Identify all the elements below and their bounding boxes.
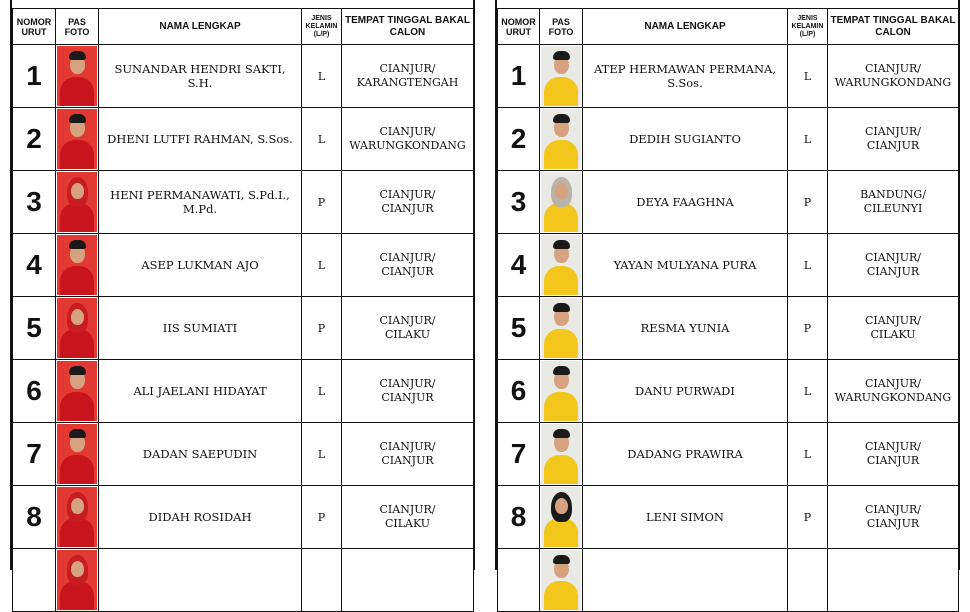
candidate-photo [541, 109, 581, 169]
nomor-urut: 5 [13, 297, 56, 360]
nomor-urut: 2 [13, 108, 56, 171]
candidate-residence: CIANJUR/ CILAKU [342, 297, 474, 360]
candidate-residence: CIANJUR/ CIANJUR [828, 423, 959, 486]
nomor-urut: 7 [13, 423, 56, 486]
nomor-urut: 6 [498, 360, 540, 423]
header-tempat-tinggal: TEMPAT TINGGAL BAKAL CALON [828, 9, 959, 45]
candidate-gender: L [302, 234, 342, 297]
table-header-row [498, 9, 959, 45]
candidate-photo [57, 550, 97, 610]
table-row [498, 108, 959, 171]
table-row [498, 171, 959, 234]
candidate-name: LENI SIMON [583, 486, 788, 549]
candidate-gender: L [788, 360, 828, 423]
nomor-urut: 8 [13, 486, 56, 549]
table-row [498, 234, 959, 297]
candidate-gender: L [788, 45, 828, 108]
candidate-name: ATEP HERMAWAN PERMANA, S.Sos. [583, 45, 788, 108]
header-jenis-kelamin: JENIS KELAMIN (L/P) [788, 9, 828, 45]
candidate-photo [57, 298, 97, 358]
candidate-residence: CIANJUR/ WARUNGKONDANG [828, 360, 959, 423]
candidate-photo [57, 172, 97, 232]
candidate-gender: L [302, 360, 342, 423]
header-pas-foto: PAS FOTO [56, 9, 99, 45]
candidate-gender: P [302, 297, 342, 360]
candidate-name: YAYAN MULYANA PURA [583, 234, 788, 297]
candidate-gender: L [302, 108, 342, 171]
table-row [13, 297, 474, 360]
table-row [13, 486, 474, 549]
table-row [13, 423, 474, 486]
table-row [498, 423, 959, 486]
candidate-photo [57, 109, 97, 169]
header-nomor-urut: NOMOR URUT [498, 9, 540, 45]
nomor-urut: 2 [498, 108, 540, 171]
candidate-name: DHENI LUTFI RAHMAN, S.Sos. [99, 108, 302, 171]
table-row [498, 360, 959, 423]
table-row-partial [498, 549, 959, 612]
candidate-name: DEDIH SUGIANTO [583, 108, 788, 171]
candidate-photo [541, 550, 581, 610]
table-row [13, 108, 474, 171]
right-candidate-panel [495, 0, 960, 570]
candidate-photo [57, 46, 97, 106]
table-row [498, 45, 959, 108]
candidate-gender: L [302, 423, 342, 486]
candidate-photo [541, 298, 581, 358]
candidate-residence: CIANJUR/ KARANGTENGAH [342, 45, 474, 108]
nomor-urut: 8 [498, 486, 540, 549]
nomor-urut: 3 [13, 171, 56, 234]
candidate-name: HENI PERMANAWATI, S.Pd.I., M.Pd. [99, 171, 302, 234]
candidate-residence: BANDUNG/ CILEUNYI [828, 171, 959, 234]
candidate-photo [57, 424, 97, 484]
nomor-urut: 4 [498, 234, 540, 297]
candidate-residence: CIANJUR/ CILAKU [342, 486, 474, 549]
candidate-residence: CIANJUR/ WARUNGKONDANG [828, 45, 959, 108]
candidate-name: IIS SUMIATI [99, 297, 302, 360]
candidate-photo [57, 361, 97, 421]
candidate-photo [541, 235, 581, 295]
header-pas-foto: PAS FOTO [540, 9, 583, 45]
candidate-photo [57, 487, 97, 547]
candidate-residence: CIANJUR/ CIANJUR [342, 423, 474, 486]
table-row [13, 45, 474, 108]
candidate-residence: CIANJUR/ CIANJUR [342, 360, 474, 423]
table-row [498, 297, 959, 360]
header-nama-lengkap: NAMA LENGKAP [99, 9, 302, 45]
candidate-gender: P [302, 171, 342, 234]
candidate-gender: P [302, 486, 342, 549]
header-tempat-tinggal: TEMPAT TINGGAL BAKAL CALON [342, 9, 474, 45]
candidate-residence: CIANJUR/ CIANJUR [828, 486, 959, 549]
candidate-gender: L [788, 108, 828, 171]
candidate-name: SUNANDAR HENDRI SAKTI, S.H. [99, 45, 302, 108]
candidate-residence: CIANJUR/ WARUNGKONDANG [342, 108, 474, 171]
candidate-residence: CIANJUR/ CILAKU [828, 297, 959, 360]
nomor-urut: 5 [498, 297, 540, 360]
candidate-residence: CIANJUR/ CIANJUR [828, 234, 959, 297]
table-row [13, 171, 474, 234]
table-row [13, 360, 474, 423]
nomor-urut: 1 [13, 45, 56, 108]
candidate-name: RESMA YUNIA [583, 297, 788, 360]
candidate-gender: P [788, 171, 828, 234]
candidate-photo [541, 46, 581, 106]
header-nomor-urut: NOMOR URUT [13, 9, 56, 45]
candidate-gender: P [788, 486, 828, 549]
table-row [498, 486, 959, 549]
candidate-name: DIDAH ROSIDAH [99, 486, 302, 549]
candidate-name: ALI JAELANI HIDAYAT [99, 360, 302, 423]
left-candidate-panel [10, 0, 475, 570]
candidate-residence: CIANJUR/ CIANJUR [342, 171, 474, 234]
table-row [13, 234, 474, 297]
table-row-partial [13, 549, 474, 612]
left-candidate-table [12, 8, 474, 612]
nomor-urut: 4 [13, 234, 56, 297]
candidate-residence: CIANJUR/ CIANJUR [342, 234, 474, 297]
candidate-name: DADANG PRAWIRA [583, 423, 788, 486]
nomor-urut: 3 [498, 171, 540, 234]
candidate-name: DEYA FAAGHNA [583, 171, 788, 234]
candidate-gender: L [788, 234, 828, 297]
table-header-row [13, 9, 474, 45]
candidate-photo [541, 487, 581, 547]
candidate-residence: CIANJUR/ CIANJUR [828, 108, 959, 171]
candidate-gender: P [788, 297, 828, 360]
candidate-photo [541, 361, 581, 421]
nomor-urut: 6 [13, 360, 56, 423]
candidate-name: ASEP LUKMAN AJO [99, 234, 302, 297]
right-candidate-table [497, 8, 959, 612]
header-nama-lengkap: NAMA LENGKAP [583, 9, 788, 45]
header-jenis-kelamin: JENIS KELAMIN (L/P) [302, 9, 342, 45]
nomor-urut: 1 [498, 45, 540, 108]
candidate-gender: L [302, 45, 342, 108]
candidate-photo [541, 172, 581, 232]
candidate-photo [541, 424, 581, 484]
nomor-urut: 7 [498, 423, 540, 486]
candidate-name: DADAN SAEPUDIN [99, 423, 302, 486]
candidate-name: DANU PURWADI [583, 360, 788, 423]
candidate-photo [57, 235, 97, 295]
candidate-gender: L [788, 423, 828, 486]
